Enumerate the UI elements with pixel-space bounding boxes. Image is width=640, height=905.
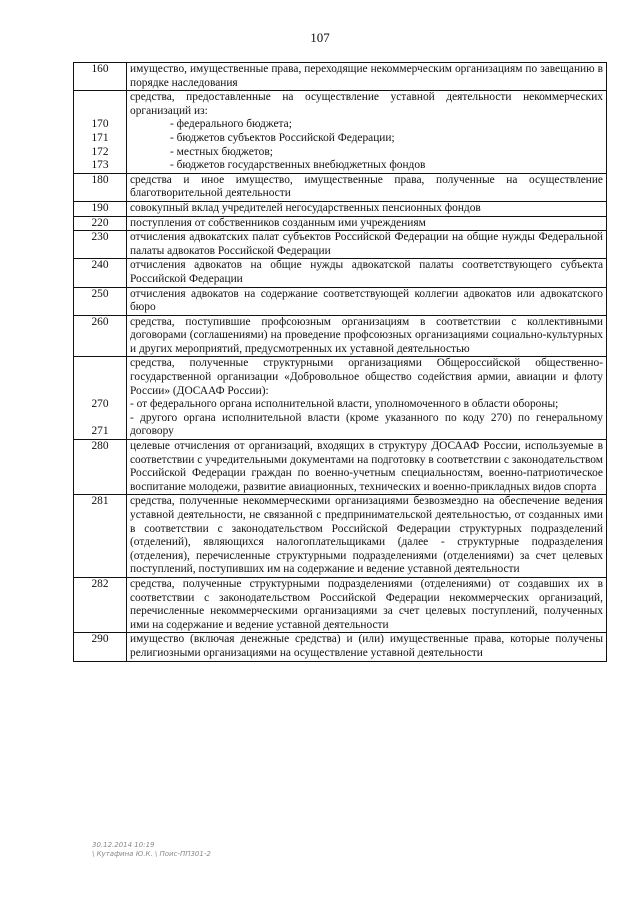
code-value: 173 — [91, 159, 109, 172]
description-bullet: - местных бюджетов; — [170, 145, 273, 158]
description-text: имущество (включая денежные средства) и (или) имущественные права, которые получены религиозными организациями на осуществление уставной деятельности — [130, 633, 603, 659]
description-text: средства, полученные структурными подразделениями (отделениями) от создавших их в соответствии с законодательством Российской Федерации некоммерческих организаций, перечисленные некоммерческими организациями за счет целевых поступлений, полученных ими на содержание и ведение уставной деятельности — [130, 577, 603, 631]
description-cell — [127, 287, 607, 315]
table-row — [74, 495, 607, 578]
code-value: 171 — [91, 131, 109, 144]
description-text: средства, полученные структурными организациями Общероссийской общественно-государственной организации «Добровольное общество содействия армии, авиации и флоту России» (ДОСААФ России): — [130, 357, 603, 397]
code-value: 282 — [91, 577, 109, 590]
code-value: 271 — [91, 425, 109, 438]
code-value: 290 — [91, 633, 109, 646]
footer-path: \ Кутафина Ю.К. \ Поис-ПП301-2 — [92, 850, 211, 858]
description-cell — [127, 357, 607, 440]
code-cell — [74, 287, 127, 315]
description-cell — [127, 231, 607, 259]
description-text: отчисления адвокатов на общие нужды адвокатской палаты соответствующего субъекта Российской Федерации — [130, 259, 603, 285]
description-cell — [127, 63, 607, 91]
description-text: средства, предоставленные на осуществление уставной деятельности некоммерческих организаций из: — [130, 91, 603, 117]
description-cell — [127, 173, 607, 201]
code-value: 240 — [91, 259, 109, 272]
description-text: отчисления адвокатских палат субъектов Российской Федерации на общие нужды Федеральной палаты адвокатов Российской Федерации — [130, 231, 603, 257]
codes-table — [73, 62, 607, 662]
description-text: средства, полученные некоммерческими организациями безвозмездно на обеспечение ведения уставной деятельности, не связанной с предпринимательской деятельностью, от созданных ими в соответствии с законодательством Российской Федерации структурных подразделений (отделений), являющихся налогоплательщиками (далее - структурные подразделения (отделения), перечисленные структурными подразделениями (отделениями) за счет целевых поступлений, поступивших им на содержание и ведение уставной деятельности — [130, 495, 603, 576]
code-cell — [74, 633, 127, 661]
table-row — [74, 287, 607, 315]
code-value: 270 — [91, 398, 109, 411]
code-cell — [74, 173, 127, 201]
description-cell — [127, 495, 607, 578]
code-value: 180 — [91, 173, 109, 186]
code-value: 190 — [91, 201, 109, 214]
table-row — [74, 231, 607, 259]
code-value: 230 — [91, 231, 109, 244]
code-cell — [74, 495, 127, 578]
code-cell — [74, 577, 127, 632]
table-row — [74, 315, 607, 357]
table-row — [74, 91, 607, 174]
description-text: - от федерального органа исполнительной власти, уполномоченного в области обороны; — [130, 398, 559, 411]
code-cell — [74, 63, 127, 91]
table-row — [74, 440, 607, 495]
description-cell — [127, 259, 607, 287]
code-cell — [74, 440, 127, 495]
description-cell — [127, 577, 607, 632]
table-row — [74, 201, 607, 216]
description-cell — [127, 216, 607, 231]
description-bullet: - федерального бюджета; — [170, 118, 292, 131]
description-cell — [127, 201, 607, 216]
code-cell — [74, 259, 127, 287]
code-value: 172 — [91, 145, 109, 158]
code-value: 280 — [91, 440, 109, 453]
table-row — [74, 577, 607, 632]
description-cell — [127, 91, 607, 174]
code-value: 260 — [91, 315, 109, 328]
table-row — [74, 357, 607, 440]
code-cell — [74, 91, 127, 174]
code-cell — [74, 201, 127, 216]
code-value: 281 — [91, 495, 109, 508]
code-cell — [74, 231, 127, 259]
description-text: совокупный вклад учредителей негосударственных пенсионных фондов — [130, 201, 481, 214]
table-row — [74, 216, 607, 231]
description-cell — [127, 633, 607, 661]
description-bullet: - бюджетов субъектов Российской Федерации; — [170, 131, 395, 144]
description-text: отчисления адвокатов на содержание соответствующей коллегии адвокатов или адвокатского бюро — [130, 287, 603, 314]
description-text: средства и иное имущество, имущественные права, полученные на осуществление благотворительной деятельности — [130, 173, 603, 200]
footer-timestamp: 30.12.2014 10:19 — [92, 841, 155, 849]
code-value: 250 — [91, 287, 109, 300]
description-cell — [127, 315, 607, 357]
table-row — [74, 63, 607, 91]
code-value: 170 — [91, 118, 109, 131]
description-text: средства, поступившие профсоюзным организациям в соответствии с коллективными договорами (соглашениями) на проведение профсоюзных организациями социально-культурных и других мероприятий, предусмотренных их уставной деятельностью — [130, 315, 603, 355]
page-number: 107 — [310, 30, 330, 45]
description-text: поступления от собственников созданным ими учреждениям — [130, 216, 426, 229]
code-value: 220 — [91, 216, 109, 229]
description-text: - другого органа исполнительной власти (кроме указанного по коду 270) по генеральному договору — [130, 411, 603, 438]
table-row — [74, 173, 607, 201]
description-cell — [127, 440, 607, 495]
description-bullet: - бюджетов государственных внебюджетных фондов — [170, 159, 426, 172]
code-cell — [74, 315, 127, 357]
description-text: имущество, имущественные права, переходящие некоммерческим организациям по завещанию в порядке наследования — [130, 63, 603, 89]
code-value: 160 — [91, 63, 109, 75]
code-cell — [74, 216, 127, 231]
print-footer — [92, 841, 211, 859]
table-row — [74, 259, 607, 287]
description-text: целевые отчисления от организаций, входящих в структуру ДОСААФ России, используемые в соответствии с учредительными документами на подготовку в соответствии с законодательством Российской Федерации граждан по военно-учетным специальностям, военно-патриотическое воспитание молодежи, развитие авиационных, технических и военно-прикладных видов спорта — [130, 440, 603, 493]
table-row — [74, 633, 607, 661]
code-cell — [74, 357, 127, 440]
